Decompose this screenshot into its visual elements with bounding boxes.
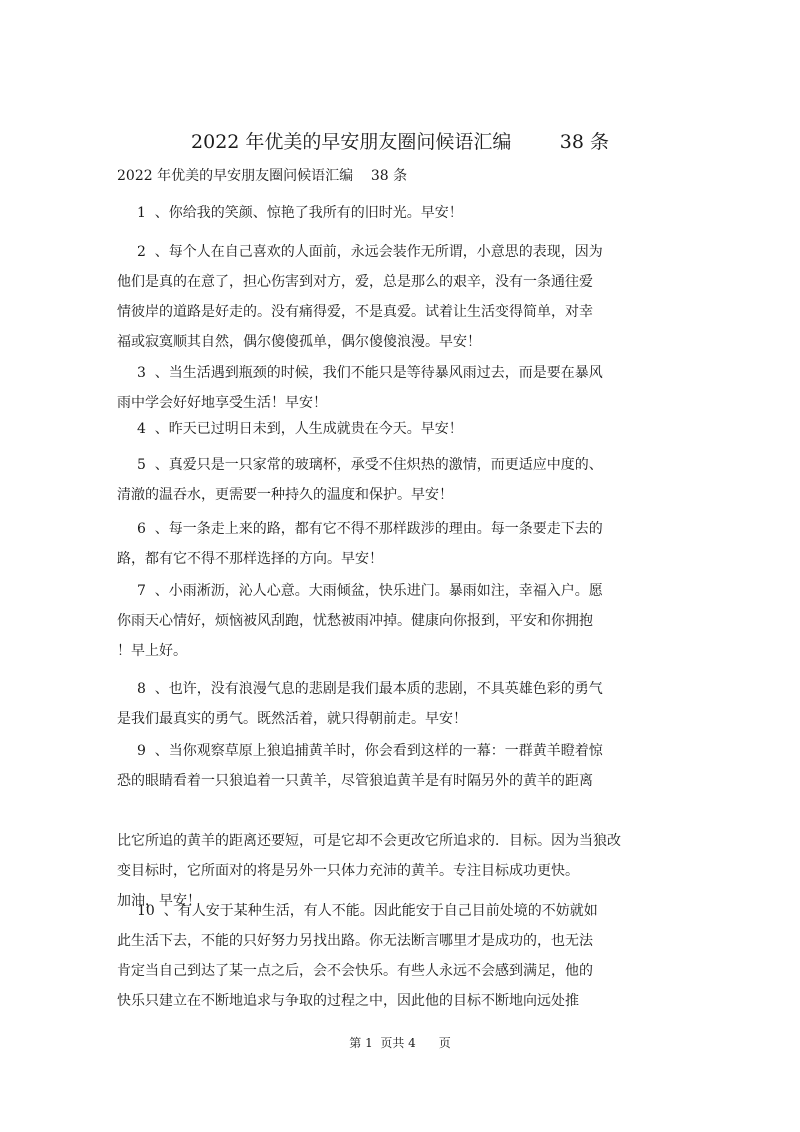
paragraph-line: 3 、当生活遇到瓶颈的时候，我们不能只是等待暴风雨过去，而是要在暴风 bbox=[137, 365, 603, 381]
paragraph bbox=[117, 576, 647, 666]
paragraph-line: 1 、你给我的笑颜、惊艳了我所有的旧时光。早安！ bbox=[137, 205, 463, 221]
paragraph bbox=[117, 198, 647, 228]
paragraph-line: 5 、真爱只是一只家常的玻璃杯，承受不住炽热的激情，而更适应中度的、 bbox=[137, 457, 603, 473]
paragraph bbox=[117, 237, 647, 357]
paragraph-line: 雨中学会好好地享受生活！早安！ bbox=[117, 395, 327, 411]
paragraph-line: 10 、有人安于某种生活，有人不能。因此能安于自己目前处境的不妨就如 bbox=[137, 903, 598, 919]
paragraph-line: 4 、昨天已过明日未到，人生成就贵在今天。早安！ bbox=[137, 421, 463, 437]
paragraph-line: 9 、当你观察草原上狼追捕黄羊时，你会看到这样的一幕：一群黄羊瞪着惊 bbox=[137, 743, 603, 759]
paragraph-line: 福或寂寞顺其自然，偶尔傻傻孤单，偶尔傻傻浪漫。早安！ bbox=[117, 334, 481, 350]
paragraph-line: 加油，早安！ bbox=[117, 893, 201, 909]
paragraph-line: 他们是真的在意了，担心伤害到对方，爱，总是那么的艰辛，没有一条通往爱 bbox=[117, 274, 593, 290]
paragraph-line: 肯定当自己到达了某一点之后，会不会快乐。有些人永远不会感到满足，他的 bbox=[117, 963, 593, 979]
paragraph-line: 快乐只建立在不断地追求与争取的过程之中，因此他的目标不断地向远处推 bbox=[117, 993, 579, 1009]
paragraph-line: 变目标时，它所面对的将是另外一只体力充沛的黄羊。专注目标成功更快。 bbox=[117, 863, 579, 879]
paragraph bbox=[117, 896, 647, 1016]
paragraph-line: 路，都有它不得不那样选择的方向。早安！ bbox=[117, 551, 383, 567]
paragraph-line: 清澈的温吞水，更需要一种持久的温度和保护。早安！ bbox=[117, 487, 453, 503]
paragraph bbox=[117, 674, 647, 734]
paragraph-line: 6 、每一条走上来的路，都有它不得不那样跋涉的理由。每一条要走下去的 bbox=[137, 521, 603, 537]
paragraph bbox=[117, 414, 647, 444]
paragraph-line: 恐的眼睛看着一只狼追着一只黄羊，尽管狼追黄羊是有时隔另外的黄羊的距离 bbox=[117, 773, 593, 789]
paragraph-line: ！早上好。 bbox=[117, 643, 187, 659]
paragraph-line: 情彼岸的道路是好走的。没有痛得爱，不是真爱。试着让生活变得简单，对幸 bbox=[117, 304, 593, 320]
document-title: 2022 年优美的早安朋友圈问候语汇编 38 条 bbox=[191, 131, 609, 153]
paragraph-line: 8 、也许，没有浪漫气息的悲剧是我们最本质的悲剧，不具英雄色彩的勇气 bbox=[137, 681, 603, 697]
paragraph-line: 此生活下去，不能的只好努力另找出路。你无法断言哪里才是成功的，也无法 bbox=[117, 933, 593, 949]
paragraph bbox=[117, 514, 647, 574]
page-footer: 第 1 页共 4 页 bbox=[349, 1036, 451, 1050]
paragraph bbox=[117, 450, 647, 510]
paragraph bbox=[117, 358, 647, 418]
paragraph-line: 你雨天心情好，烦恼被风刮跑，忧愁被雨冲掉。健康向你报到，平安和你拥抱 bbox=[117, 613, 593, 629]
paragraph-line: 2 、每个人在自己喜欢的人面前，永远会装作无所谓，小意思的表现，因为 bbox=[137, 244, 603, 260]
paragraph bbox=[117, 736, 647, 916]
paragraph-line: 是我们最真实的勇气。既然活着，就只得朝前走。早安！ bbox=[117, 711, 467, 727]
paragraph-line: 7 、小雨淅沥，沁人心意。大雨倾盆，快乐进门。暴雨如注，幸福入户。愿 bbox=[137, 583, 603, 599]
paragraph-line bbox=[117, 796, 647, 826]
document-subtitle: 2022 年优美的早安朋友圈问候语汇编 38 条 bbox=[117, 168, 408, 184]
paragraph-line: 比它所追的黄羊的距离还要短，可是它却不会更改它所追求的．目标。因为当狼改 bbox=[117, 833, 621, 849]
